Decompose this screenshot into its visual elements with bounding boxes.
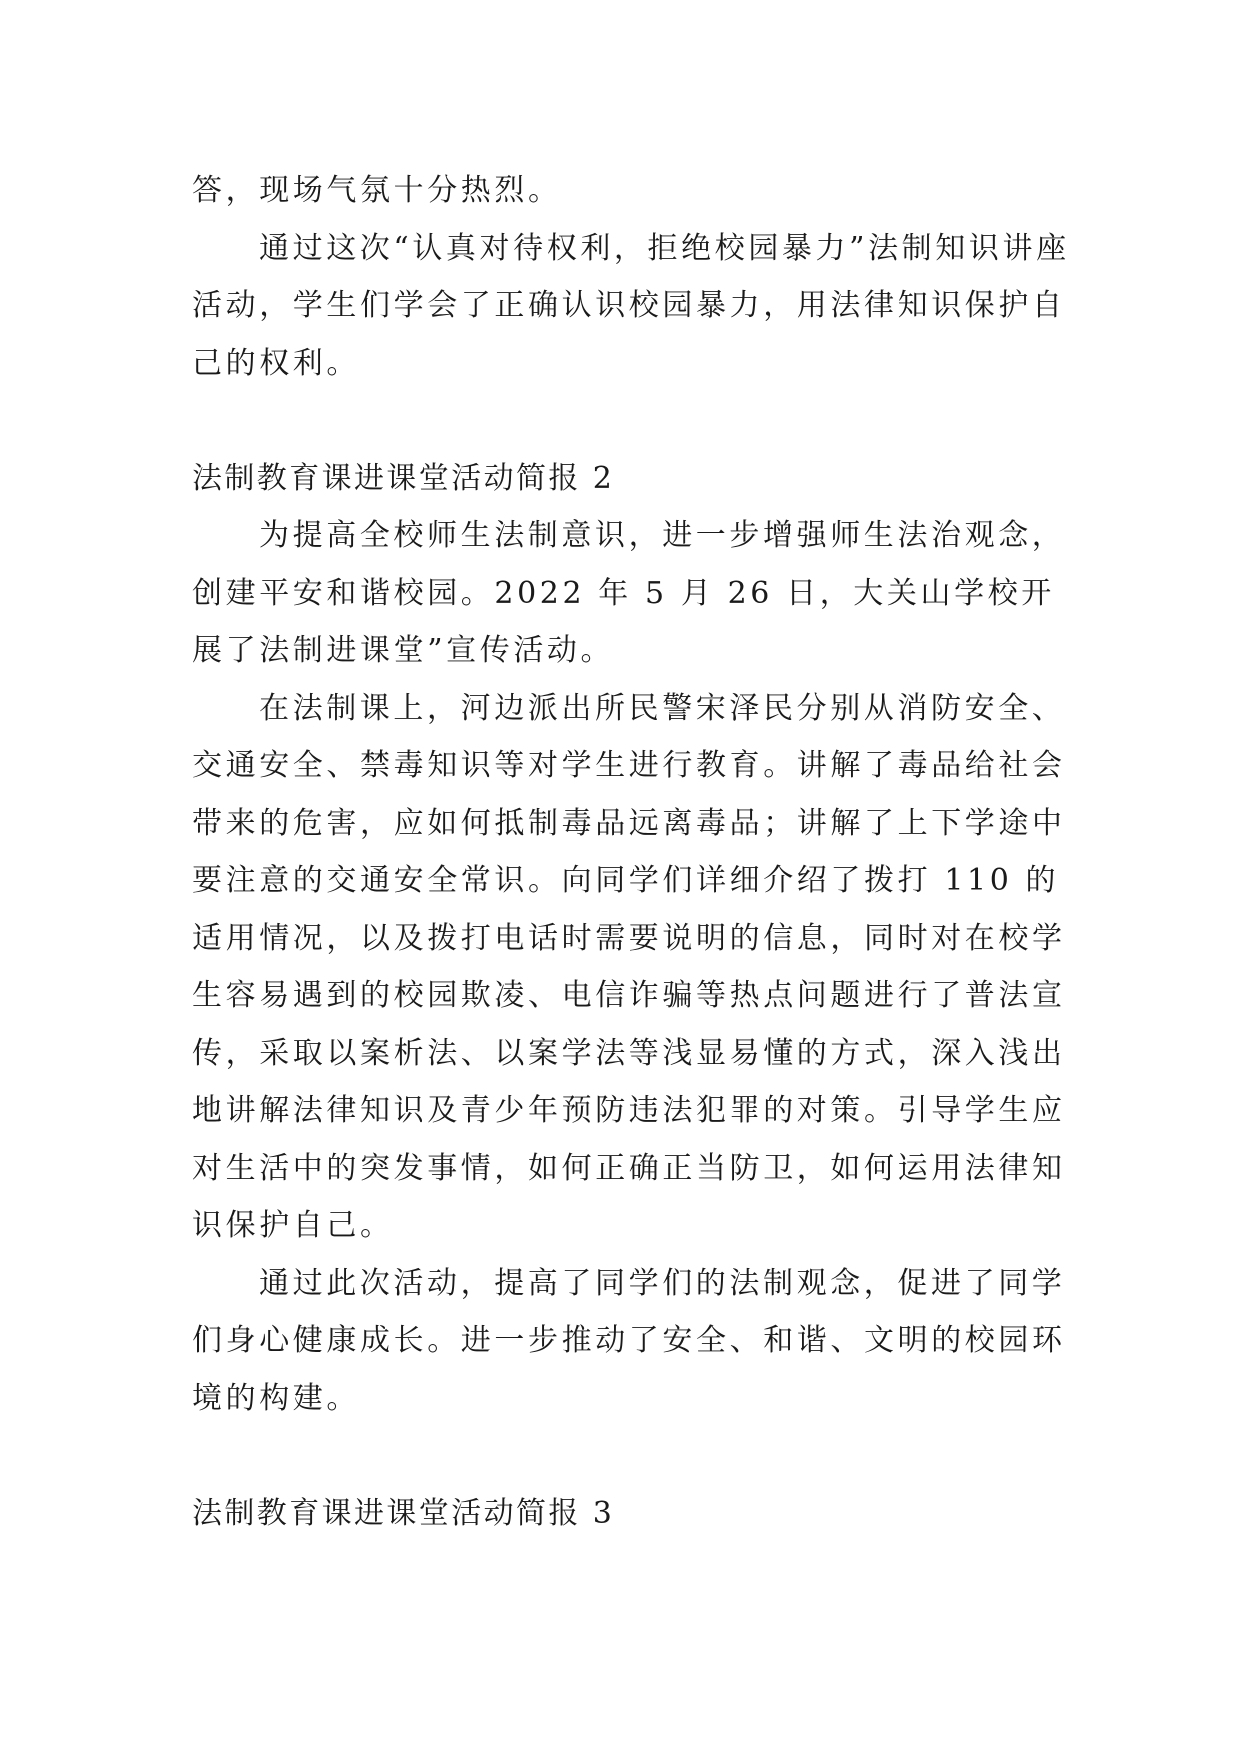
paragraph-continued: 答，现场气氛十分热烈。 [192, 173, 562, 208]
section-heading-3: 法制教育课进课堂活动简报 3 [192, 1495, 615, 1531]
paragraph-intro-2: 为提高全校师生法制意识，进一步增强师生法治观念，创建平安和谐校园。2022 年 5 月 26 日，大关山学校开展了法制进课堂”宣传活动。 [192, 518, 1066, 668]
section-heading-2: 法制教育课进课堂活动简报 2 [192, 460, 615, 496]
document-body [192, 162, 1072, 1542]
paragraph-conclusion-2: 通过此次活动，提高了同学们的法制观念，促进了同学们身心健康成长。进一步推动了安全、和谐、文明的校园环境的构建。 [192, 1265, 1066, 1416]
paragraph-lecture-2: 在法制课上，河边派出所民警宋泽民分别从消防安全、交通安全、禁毒知识等对学生进行教育。讲解了毒品给社会带来的危害，应如何抵制毒品远离毒品；讲解了上下学途中要注意的交通安全常识。向同学们详细介绍了拨打 110 的适用情况，以及拨打电话时需要说明的信息，同时对在校学生容易遇到的校园欺凌、电信诈骗等热点问题进行了普法宣传，采取以案析法、以案学法等浅显易懂的方式，深入浅出地讲解法律知识及青少年预防违法犯罪的对策。引导学生应对生活中的突发事情，如何正确正当防卫，如何运用法律知识保护自己。 [192, 690, 1066, 1243]
paragraph-conclusion-1: 通过这次“认真对待权利，拒绝校园暴力”法制知识讲座活动，学生们学会了正确认识校园暴力，用法律知识保护自己的权利。 [192, 230, 1070, 381]
